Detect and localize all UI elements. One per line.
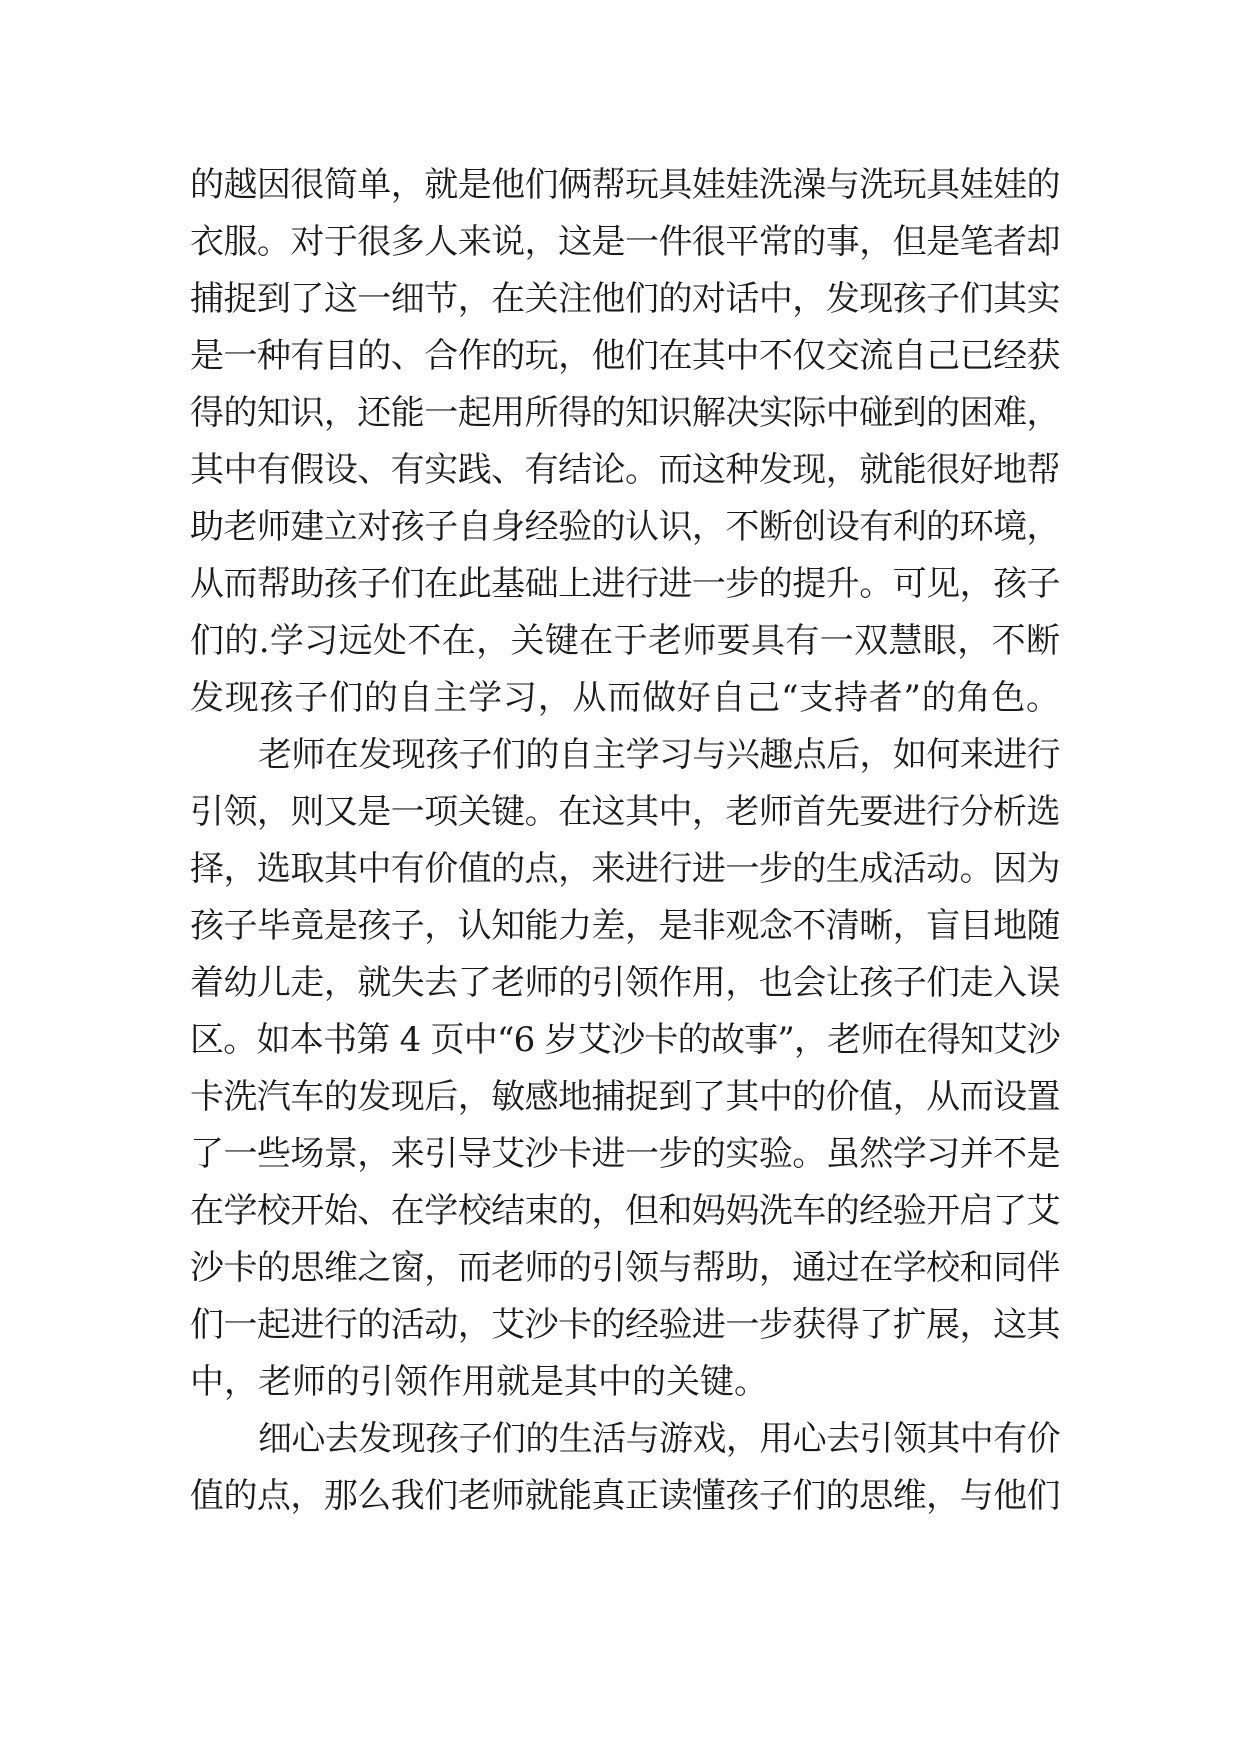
text-line: 助老师建立对孩子自身经验的认识，不断创设有利的环境， bbox=[190, 507, 1060, 547]
text-line: 捕捉到了这一细节，在关注他们的对话中，发现孩子们其实 bbox=[190, 279, 1060, 319]
text-line: 们的.学习远处不在，关键在于老师要具有一双慧眼，不断 bbox=[190, 621, 1060, 661]
text-line: 值的点，那么我们老师就能真正读懂孩子们的思维，与他们 bbox=[190, 1476, 1060, 1516]
text-line: 发现孩子们的自主学习，从而做好自己“支持者”的角色。 bbox=[190, 678, 1060, 718]
text-line: 了一些场景，来引导艾沙卡进一步的实验。虽然学习并不是 bbox=[190, 1134, 1060, 1174]
paragraph-first-line: 老师在发现孩子们的自主学习与兴趣点后，如何来进行 bbox=[258, 735, 1060, 775]
text-line: 区。如本书第 4 页中“6 岁艾沙卡的故事”，老师在得知艾沙 bbox=[190, 1020, 1060, 1060]
text-line: 在学校开始、在学校结束的，但和妈妈洗车的经验开启了艾 bbox=[190, 1191, 1060, 1231]
text-line: 是一种有目的、合作的玩，他们在其中不仅交流自己已经获 bbox=[190, 336, 1060, 376]
text-line: 沙卡的思维之窗，而老师的引领与帮助，通过在学校和同伴 bbox=[190, 1248, 1060, 1288]
text-line: 孩子毕竟是孩子，认知能力差，是非观念不清晰，盲目地随 bbox=[190, 906, 1060, 946]
text-line: 从而帮助孩子们在此基础上进行进一步的提升。可见，孩子 bbox=[190, 564, 1060, 604]
text-line: 卡洗汽车的发现后，敏感地捕捉到了其中的价值，从而设置 bbox=[190, 1077, 1060, 1117]
text-line: 的越因很简单，就是他们俩帮玩具娃娃洗澡与洗玩具娃娃的 bbox=[190, 165, 1060, 205]
text-line: 其中有假设、有实践、有结论。而这种发现，就能很好地帮 bbox=[190, 450, 1060, 490]
text-line: 得的知识，还能一起用所得的知识解决实际中碰到的困难， bbox=[190, 393, 1060, 433]
text-line: 引领，则又是一项关键。在这其中，老师首先要进行分析选 bbox=[190, 792, 1060, 832]
text-line: 择，选取其中有价值的点，来进行进一步的生成活动。因为 bbox=[190, 849, 1060, 889]
text-line: 衣服。对于很多人来说，这是一件很平常的事，但是笔者却 bbox=[190, 222, 1060, 262]
paragraph-first-line: 细心去发现孩子们的生活与游戏，用心去引领其中有价 bbox=[258, 1419, 1060, 1459]
text-line: 中，老师的引领作用就是其中的关键。 bbox=[190, 1362, 768, 1402]
text-line: 着幼儿走，就失去了老师的引领作用，也会让孩子们走入误 bbox=[190, 963, 1060, 1003]
body-text bbox=[190, 157, 1060, 1525]
text-line: 们一起进行的活动，艾沙卡的经验进一步获得了扩展，这其 bbox=[190, 1305, 1060, 1345]
